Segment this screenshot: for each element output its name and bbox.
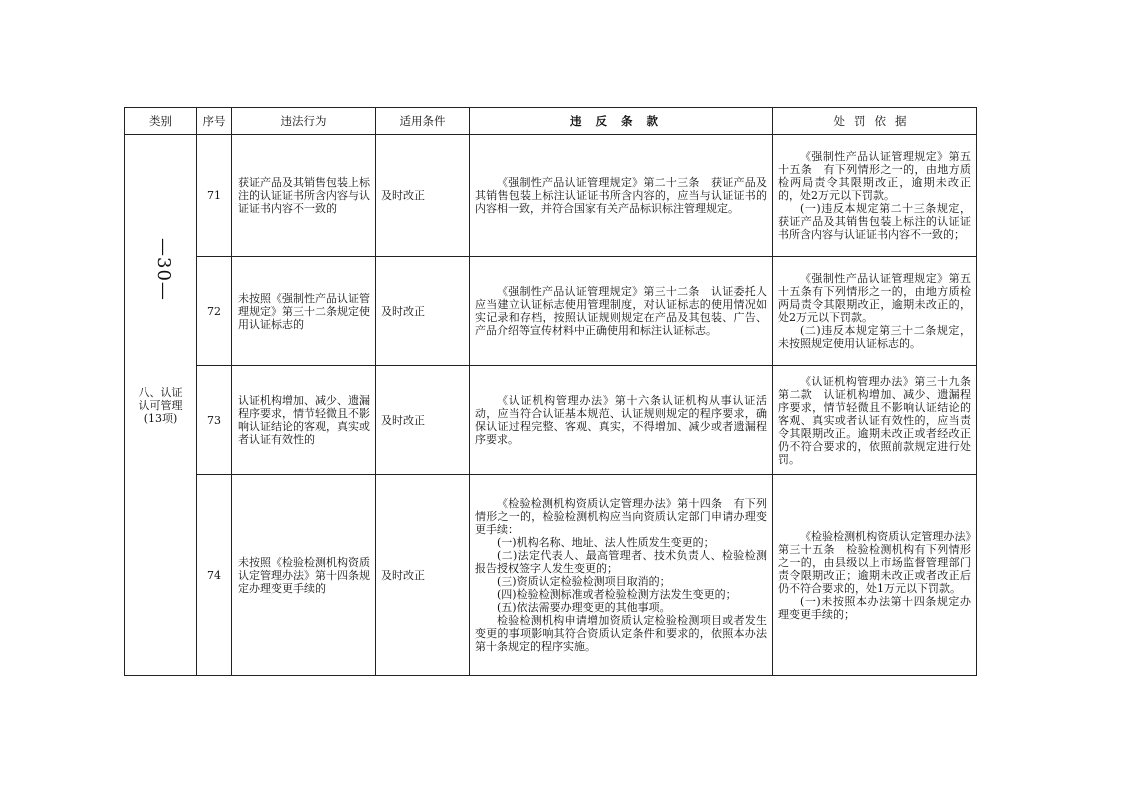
condition-cell: 及时改正 bbox=[376, 135, 470, 257]
seq-cell: 73 bbox=[197, 366, 232, 475]
penalty-text: (一)未按照本办法第十四条规定办理变更手续的； bbox=[778, 594, 971, 621]
seq-cell: 72 bbox=[197, 257, 232, 366]
header-seq: 序号 bbox=[197, 108, 232, 135]
violation-text: (三)资质认定检验检测项目取消的； bbox=[497, 575, 671, 588]
condition-cell: 及时改正 bbox=[376, 366, 470, 475]
table-header-row bbox=[125, 108, 977, 135]
page-number: —30— bbox=[153, 238, 174, 301]
behavior-cell: 未按照《检验检测机构资质认定管理办法》第十四条规定办理变更手续的 bbox=[232, 475, 376, 676]
penalty-table bbox=[124, 107, 977, 676]
violation-cell bbox=[470, 475, 773, 676]
table-row bbox=[125, 257, 977, 366]
penalty-cell bbox=[773, 475, 977, 676]
violation-text: 检验检测机构申请增加资质认定检验检测项目或者发生变更的事项影响其符合资质认定条件和要求的，依照本办法第十条规定的程序实施。 bbox=[475, 614, 767, 653]
penalty-cell bbox=[773, 257, 977, 366]
header-behavior: 违法行为 bbox=[232, 108, 376, 135]
violation-cell bbox=[470, 135, 773, 257]
penalty-text: 《强制性产品认证管理规定》第五十五条有下列情形之一的，由地方质检两局责令其限期改正，逾期未改正的，处2万元以下罚款。 bbox=[778, 272, 971, 324]
penalty-text: (一)违反本规定第二十三条规定，获证产品及其销售包装上标注的认证证书所含内容与认证证书内容不一致的； bbox=[778, 202, 971, 241]
behavior-cell: 获证产品及其销售包装上标注的认证证书所含内容与认证证书内容不一致的 bbox=[232, 135, 376, 257]
violation-text: 《检验检测机构资质认定管理办法》第十四条 有下列情形之一的，检验检测机构应当向资质认定部门申请办理变更手续： bbox=[475, 497, 767, 536]
header-condition: 适用条件 bbox=[376, 108, 470, 135]
seq-cell: 71 bbox=[197, 135, 232, 257]
condition-cell: 及时改正 bbox=[376, 257, 470, 366]
header-category: 类别 bbox=[125, 108, 197, 135]
behavior-cell: 未按照《强制性产品认证管理规定》第三十二条规定使用认证标志的 bbox=[232, 257, 376, 366]
violation-text: (四)检验检测标准或者检验检测方法发生变更的； bbox=[497, 588, 737, 601]
seq-cell: 74 bbox=[197, 475, 232, 676]
penalty-cell bbox=[773, 366, 977, 475]
violation-text: (五)依法需要办理变更的其他事项。 bbox=[497, 601, 671, 614]
condition-cell: 及时改正 bbox=[376, 475, 470, 676]
header-penalty: 处罚依据 bbox=[773, 108, 977, 135]
table-row bbox=[125, 366, 977, 475]
table-row bbox=[125, 475, 977, 676]
violation-text: (二)法定代表人、最高管理者、技术负责人、检验检测报告授权签字人发生变更的； bbox=[475, 549, 767, 575]
penalty-text: 《认证机构管理办法》第三十九条第二款 认证机构增加、减少、遗漏程序要求，情节轻微且不影响认证结论的客观、真实或者认证有效性的，应当责令其限期改正。逾期未改正或者经改正仍不符合要求的，依照前款规定进行处罚。 bbox=[778, 374, 971, 466]
penalty-cell bbox=[773, 135, 977, 257]
violation-text: 《强制性产品认证管理规定》第二十三条 获证产品及其销售包装上标注认证证书所含内容的，应当与认证证书的内容相一致，并符合国家有关产品标识标注管理规定。 bbox=[475, 176, 767, 215]
behavior-cell: 认证机构增加、减少、遗漏程序要求，情节轻微且不影响认证结论的客观，真实或者认证有效性的 bbox=[232, 366, 376, 475]
penalty-text: (二)违反本规定第三十二条规定，未按照规定使用认证标志的。 bbox=[778, 324, 971, 350]
category-cell bbox=[125, 135, 197, 676]
violation-text: 《强制性产品认证管理规定》第三十二条 认证委托人应当建立认证标志使用管理制度，对认证标志的使用情况如实记录和存档，按照认证规则规定在产品及其包装、广告、产品介绍等宣传材料中正确使用和标注认证标志。 bbox=[475, 285, 767, 337]
header-violation: 违反条款 bbox=[470, 108, 773, 135]
violation-text: (一)机构名称、地址、法人性质发生变更的； bbox=[497, 536, 715, 549]
violation-cell bbox=[470, 257, 773, 366]
violation-text: 《认证机构管理办法》第十六条认证机构从事认证活动，应当符合认证基本规范、认证规则规定的程序要求，确保认证过程完整、客观、真实，不得增加、减少或者遗漏程序要求。 bbox=[475, 394, 767, 446]
penalty-text: 《检验检测机构资质认定管理办法》第三十五条 检验检测机构有下列情形之一的，由县级以上市场监督管理部门责令限期改正；逾期未改正或者改正后仍不符合要求的，处1万元以下罚款。 bbox=[778, 529, 971, 595]
violation-cell bbox=[470, 366, 773, 475]
table-row bbox=[125, 135, 977, 257]
penalty-text: 《强制性产品认证管理规定》第五十五条 有下列情形之一的，由地方质检两局责令其限期改正，逾期未改正的，处2万元以下罚款。 bbox=[778, 150, 971, 202]
category-label: 八、认证认可管理(13项) bbox=[138, 385, 183, 425]
